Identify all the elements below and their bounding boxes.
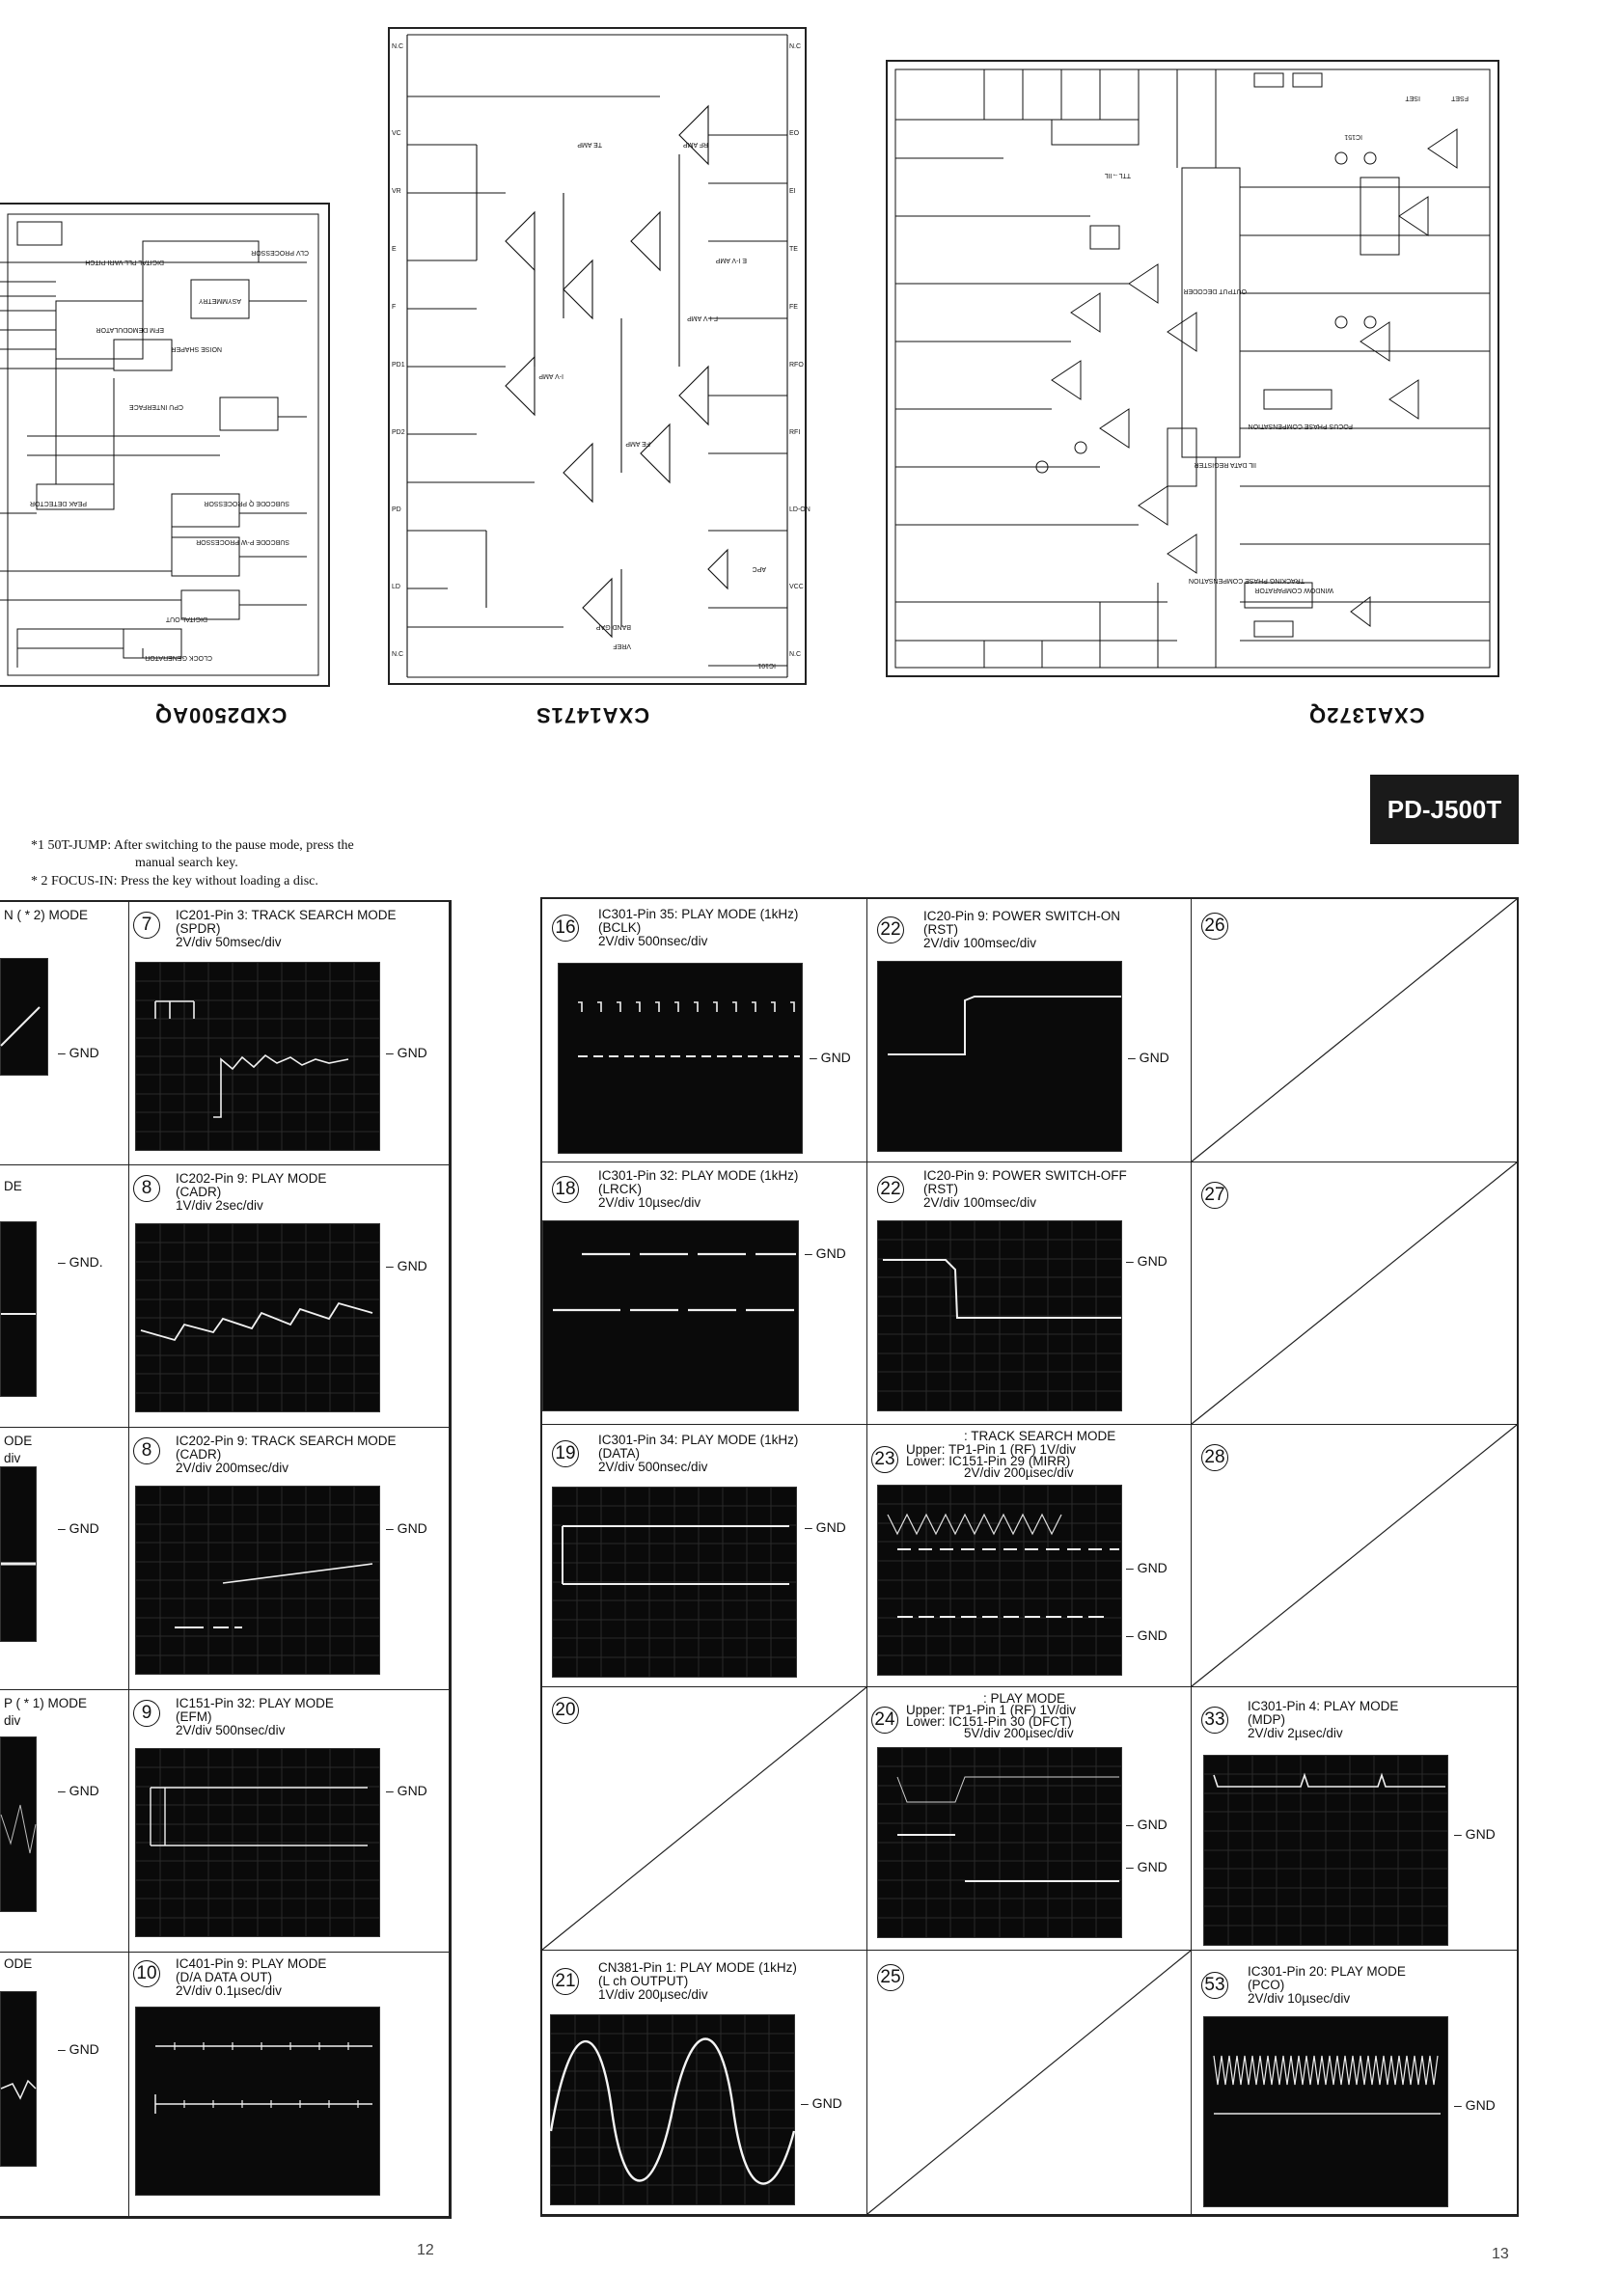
cxd2500aq-label: CXD2500AQ xyxy=(154,703,288,727)
cell-title: : TRACK SEARCH MODE xyxy=(964,1429,1116,1443)
cell-number: 22 xyxy=(877,916,904,943)
cell-title: : PLAY MODE xyxy=(983,1691,1066,1706)
cell-signal: (LRCK) xyxy=(598,1182,643,1196)
gnd-label-upper: – GND xyxy=(1126,1560,1168,1575)
partial-scope xyxy=(0,1736,37,1912)
cell-lower: Lower: IC151-Pin 30 (DFCT) xyxy=(906,1714,1072,1729)
scope-trace xyxy=(1203,2016,1448,2207)
gnd-label: – GND xyxy=(1454,1826,1496,1842)
svg-text:PD2: PD2 xyxy=(392,429,405,436)
gnd-label: – GND xyxy=(805,1519,846,1535)
partial-scope xyxy=(0,958,48,1076)
svg-text:IC101: IC101 xyxy=(757,662,776,669)
cell-scale: 2V/div 500nsec/div xyxy=(598,1460,708,1474)
cell-scale: 2V/div 50msec/div xyxy=(176,935,282,949)
svg-text:EO: EO xyxy=(789,130,800,137)
scope-trace xyxy=(552,1487,797,1678)
svg-text:CLV PROCESSOR: CLV PROCESSOR xyxy=(251,249,309,256)
cell-upper: Upper: TP1-Pin 1 (RF) 1V/div xyxy=(906,1703,1077,1717)
svg-text:APC: APC xyxy=(752,565,766,572)
cell-scale: 2V/div 100msec/div xyxy=(923,936,1037,950)
cell-number: 23 xyxy=(871,1446,898,1473)
waveform-cell-18 xyxy=(542,1162,867,1425)
cxa1372q-block-diagram xyxy=(888,62,1497,675)
svg-text:SUBCODE Q PROCESSOR: SUBCODE Q PROCESSOR xyxy=(204,500,289,506)
svg-text:FE: FE xyxy=(789,304,798,311)
cell-number: 53 xyxy=(1201,1972,1228,1999)
cell-scale: 2V/div 10µsec/div xyxy=(598,1195,701,1210)
diagonal-line xyxy=(1192,1425,1517,1686)
gnd-label: – GND xyxy=(801,2095,842,2111)
gnd-label: – GND xyxy=(386,1783,427,1798)
cxa1471s-label: CXA1471S xyxy=(536,703,650,727)
partial-cell xyxy=(0,902,129,1165)
svg-text:IC151: IC151 xyxy=(1344,133,1362,140)
cell-upper: Upper: TP1-Pin 1 (RF) 1V/div xyxy=(906,1442,1077,1457)
page-number-right: 13 xyxy=(1492,2246,1509,2262)
svg-text:ISET: ISET xyxy=(1405,95,1420,101)
empty-cell-27 xyxy=(1192,1162,1517,1425)
cell-number: 10 xyxy=(133,1960,160,1987)
svg-text:ASYMMETRY: ASYMMETRY xyxy=(198,297,241,304)
gnd-label-lower: – GND xyxy=(1126,1627,1168,1643)
svg-text:N.C: N.C xyxy=(392,651,404,658)
svg-text:TE AMP: TE AMP xyxy=(577,141,602,148)
svg-text:F: F xyxy=(392,304,397,311)
gnd-label: – GND xyxy=(386,1258,427,1273)
empty-cell-28 xyxy=(1192,1425,1517,1687)
waveform-cell-7 xyxy=(129,902,450,1165)
cell-title: IC202-Pin 9: PLAY MODE xyxy=(176,1171,327,1186)
svg-text:CLOCK GENERATOR: CLOCK GENERATOR xyxy=(145,654,212,661)
gnd-label-upper: – GND xyxy=(1126,1817,1168,1832)
cell-number: 16 xyxy=(552,915,579,942)
waveform-cell-16 xyxy=(542,899,867,1162)
diagonal-line xyxy=(1192,899,1517,1162)
svg-text:N.C: N.C xyxy=(789,43,802,50)
diagonal-line xyxy=(1192,1162,1517,1424)
cell-title: IC301-Pin 34: PLAY MODE (1kHz) xyxy=(598,1433,799,1447)
cell-title: IC201-Pin 3: TRACK SEARCH MODE xyxy=(176,908,397,922)
cxa1471s-diagram xyxy=(388,27,810,685)
cell-number: 26 xyxy=(1201,913,1228,940)
cell-signal: (CADR) xyxy=(176,1185,222,1199)
cell-signal: (DATA) xyxy=(598,1446,640,1461)
cell-signal: (PCO) xyxy=(1248,1978,1285,1992)
cell-scale: 1V/div 2sec/div xyxy=(176,1198,263,1213)
cell-scale: 5V/div 200µsec/div xyxy=(964,1726,1074,1740)
empty-cell-26 xyxy=(1192,899,1517,1162)
svg-text:FSET: FSET xyxy=(1451,95,1469,101)
cell-lower: Lower: IC151-Pin 29 (MIRR) xyxy=(906,1454,1071,1468)
waveform-cell-24 xyxy=(867,1687,1192,1951)
cell-signal: (D/A DATA OUT) xyxy=(176,1970,273,1984)
cell-signal: (CADR) xyxy=(176,1447,222,1462)
diagonal-line xyxy=(542,1687,866,1950)
svg-text:WINDOW COMPARATOR: WINDOW COMPARATOR xyxy=(1254,587,1333,593)
gnd-label: – GND xyxy=(386,1520,427,1536)
svg-text:TTL→IIL: TTL→IIL xyxy=(1104,172,1131,178)
cell-title: IC401-Pin 9: PLAY MODE xyxy=(176,1956,327,1971)
svg-text:PEAK DETECTOR: PEAK DETECTOR xyxy=(30,500,87,506)
cell-scale: 2V/div 200msec/div xyxy=(176,1461,289,1475)
cell-signal: (L ch OUTPUT) xyxy=(598,1974,689,1988)
scope-trace xyxy=(135,1223,380,1412)
scope-trace xyxy=(135,2007,380,2196)
svg-text:N.C: N.C xyxy=(789,651,802,658)
scope-trace xyxy=(550,2014,795,2205)
partial-cell xyxy=(0,1690,129,1953)
svg-text:N.C: N.C xyxy=(392,43,404,50)
scope-trace xyxy=(135,1486,380,1675)
waveform-cell-22-on xyxy=(867,899,1192,1162)
cell-scale: 2V/div 0.1µsec/div xyxy=(176,1983,282,1998)
note-2-text: Press the key without loading a disc. xyxy=(120,874,318,888)
cxa1372q-label: CXA1372Q xyxy=(1308,703,1425,727)
note-2 xyxy=(31,873,455,890)
gnd-label: – GND xyxy=(805,1245,846,1261)
empty-cell-20 xyxy=(542,1687,867,1951)
scope-trace xyxy=(135,962,380,1151)
scope-trace xyxy=(558,963,803,1154)
waveform-cell-23 xyxy=(867,1425,1192,1687)
gnd-label: – GND xyxy=(58,1045,99,1060)
cell-number: 8 xyxy=(133,1437,160,1464)
partial-title: ODE xyxy=(4,1956,33,1971)
scope-trace xyxy=(1203,1755,1448,1946)
svg-text:VCC: VCC xyxy=(789,584,804,590)
svg-text:CPU INTERFACE: CPU INTERFACE xyxy=(128,403,183,410)
svg-text:EFM DEMODULATOR: EFM DEMODULATOR xyxy=(96,326,164,333)
svg-text:LD: LD xyxy=(392,584,400,590)
svg-text:TE: TE xyxy=(789,246,798,253)
cxd2500aq-diagram xyxy=(0,203,330,687)
cell-scale: 2V/div 100msec/div xyxy=(923,1195,1037,1210)
partial-sub: div xyxy=(4,1713,21,1728)
partial-title: N ( * 2) MODE xyxy=(4,908,89,922)
waveform-cell-10 xyxy=(129,1953,450,2217)
scope-trace xyxy=(877,1485,1122,1676)
waveform-cell-9 xyxy=(129,1690,450,1953)
cell-number: 21 xyxy=(552,1968,579,1995)
gnd-label-lower: – GND xyxy=(1126,1859,1168,1874)
cell-scale: 2V/div 500nsec/div xyxy=(176,1723,286,1737)
cell-signal: (RST) xyxy=(923,922,958,937)
svg-text:PD: PD xyxy=(392,506,401,513)
cxd2500aq-block-diagram xyxy=(0,205,328,685)
note-1-text: After switching to the pause mode, press the xyxy=(113,838,354,853)
empty-cell-25 xyxy=(867,1951,1192,2215)
cell-signal: (SPDR) xyxy=(176,921,221,936)
cell-number: 27 xyxy=(1201,1182,1228,1209)
partial-cell xyxy=(0,1428,129,1690)
partial-scope xyxy=(0,1221,37,1397)
scope-trace xyxy=(542,1220,799,1411)
cell-number: 24 xyxy=(871,1707,898,1734)
cell-signal: (RST) xyxy=(923,1182,958,1196)
diagonal-line xyxy=(867,1951,1191,2214)
partial-scope xyxy=(0,1991,37,2167)
waveform-cell-33 xyxy=(1192,1687,1517,1951)
waveform-table-left xyxy=(0,900,452,2219)
gnd-label: – GND xyxy=(58,1783,99,1798)
cell-title: CN381-Pin 1: PLAY MODE (1kHz) xyxy=(598,1960,797,1975)
svg-text:DIGITAL OUT: DIGITAL OUT xyxy=(165,615,207,622)
waveform-cell-19 xyxy=(542,1425,867,1687)
gnd-label: – GND xyxy=(386,1045,427,1060)
scope-trace xyxy=(877,961,1122,1152)
cell-number: 19 xyxy=(552,1440,579,1467)
cell-signal: (BCLK) xyxy=(598,920,642,935)
cell-title: IC20-Pin 9: POWER SWITCH-OFF xyxy=(923,1168,1127,1183)
cell-title: IC301-Pin 20: PLAY MODE xyxy=(1248,1964,1406,1979)
cell-title: IC202-Pin 9: TRACK SEARCH MODE xyxy=(176,1434,397,1448)
gnd-label: – GND xyxy=(1126,1253,1168,1269)
cell-number: 8 xyxy=(133,1175,160,1202)
svg-text:FE AMP: FE AMP xyxy=(625,440,650,447)
scope-trace xyxy=(135,1748,380,1937)
waveform-table-right xyxy=(540,897,1519,2217)
partial-title: ODE xyxy=(4,1434,33,1448)
cell-title: IC20-Pin 9: POWER SWITCH-ON xyxy=(923,909,1121,923)
svg-text:LD-ON: LD-ON xyxy=(789,506,810,513)
waveform-cell-21 xyxy=(542,1951,867,2215)
partial-sub: div xyxy=(4,1451,21,1465)
page-number-left: 12 xyxy=(417,2242,434,2258)
cell-signal: (MDP) xyxy=(1248,1712,1285,1727)
gnd-label: – GND xyxy=(58,2041,99,2057)
svg-text:FOCUS PHASE COMPENSATION: FOCUS PHASE COMPENSATION xyxy=(1248,423,1353,429)
svg-text:SUBCODE P-W PROCESSOR: SUBCODE P-W PROCESSOR xyxy=(196,538,289,545)
svg-text:RFO: RFO xyxy=(789,362,804,369)
cell-scale: 2V/div 2µsec/div xyxy=(1248,1726,1343,1740)
partial-cell xyxy=(0,1165,129,1428)
cell-number: 28 xyxy=(1201,1444,1228,1471)
svg-text:VC: VC xyxy=(392,130,401,137)
gnd-label: – GND xyxy=(1128,1050,1169,1065)
partial-scope xyxy=(0,1466,37,1642)
partial-title: DE xyxy=(4,1179,22,1193)
waveform-cell-8b xyxy=(129,1428,450,1690)
cell-title: IC301-Pin 4: PLAY MODE xyxy=(1248,1699,1399,1713)
cell-number: 25 xyxy=(877,1964,904,1991)
svg-text:E: E xyxy=(392,246,397,253)
cell-scale: 2V/div 500nsec/div xyxy=(598,934,708,948)
note-1-key: *1 50T-JUMP: xyxy=(31,838,112,853)
cell-signal: (EFM) xyxy=(176,1709,212,1724)
waveform-cell-53 xyxy=(1192,1951,1517,2215)
cell-title: IC301-Pin 32: PLAY MODE (1kHz) xyxy=(598,1168,799,1183)
note-1-continued: manual search key. xyxy=(135,856,238,870)
cell-number: 18 xyxy=(552,1176,579,1203)
cell-number: 7 xyxy=(133,912,160,939)
gnd-label: – GND xyxy=(58,1520,99,1536)
cell-scale: 1V/div 200µsec/div xyxy=(598,1987,708,2002)
gnd-label: – GND xyxy=(1454,2097,1496,2113)
svg-text:IIL DATA REGISTER: IIL DATA REGISTER xyxy=(1194,461,1256,468)
scope-trace xyxy=(877,1747,1122,1938)
cell-number: 9 xyxy=(133,1700,160,1727)
svg-text:DIGITAL PLL VARI-PITCH: DIGITAL PLL VARI-PITCH xyxy=(85,259,164,265)
cell-number: 20 xyxy=(552,1697,579,1724)
note-1 xyxy=(31,837,455,855)
svg-text:VR: VR xyxy=(392,188,401,195)
cxa1372q-diagram xyxy=(886,60,1499,677)
cell-scale: 2V/div 10µsec/div xyxy=(1248,1991,1351,2006)
svg-text:BAND GAP: BAND GAP xyxy=(595,623,631,630)
svg-text:TRACKING PHASE COMPENSATION: TRACKING PHASE COMPENSATION xyxy=(1188,577,1305,584)
cell-scale: 2V/div 200µsec/div xyxy=(964,1465,1074,1480)
partial-title: P ( * 1) MODE xyxy=(4,1696,88,1710)
partial-cell xyxy=(0,1953,129,2217)
cell-number: 22 xyxy=(877,1176,904,1203)
svg-text:E I-V AMP: E I-V AMP xyxy=(715,257,747,263)
svg-text:F I-V AMP: F I-V AMP xyxy=(687,314,718,321)
svg-text:RFI: RFI xyxy=(789,429,801,436)
waveform-cell-22-off xyxy=(867,1162,1192,1425)
svg-text:EI: EI xyxy=(789,188,796,195)
model-badge: PD-J500T xyxy=(1370,775,1519,844)
gnd-label: – GND. xyxy=(58,1254,103,1270)
cell-number: 33 xyxy=(1201,1707,1228,1734)
scope-trace xyxy=(877,1220,1122,1411)
svg-text:OUTPUT DECODER: OUTPUT DECODER xyxy=(1183,287,1247,294)
cxa1471s-block-diagram xyxy=(390,29,810,683)
svg-text:I-V AMP: I-V AMP xyxy=(538,372,563,379)
note-2-key: * 2 FOCUS-IN: xyxy=(31,874,118,888)
gnd-label: – GND xyxy=(810,1050,851,1065)
svg-text:RF AMP: RF AMP xyxy=(682,141,708,148)
svg-text:PD1: PD1 xyxy=(392,362,405,369)
waveform-cell-8a xyxy=(129,1165,450,1428)
cell-title: IC151-Pin 32: PLAY MODE xyxy=(176,1696,334,1710)
cell-title: IC301-Pin 35: PLAY MODE (1kHz) xyxy=(598,907,799,921)
svg-text:VREF: VREF xyxy=(613,642,631,649)
svg-text:NOISE SHAPER: NOISE SHAPER xyxy=(171,345,222,352)
